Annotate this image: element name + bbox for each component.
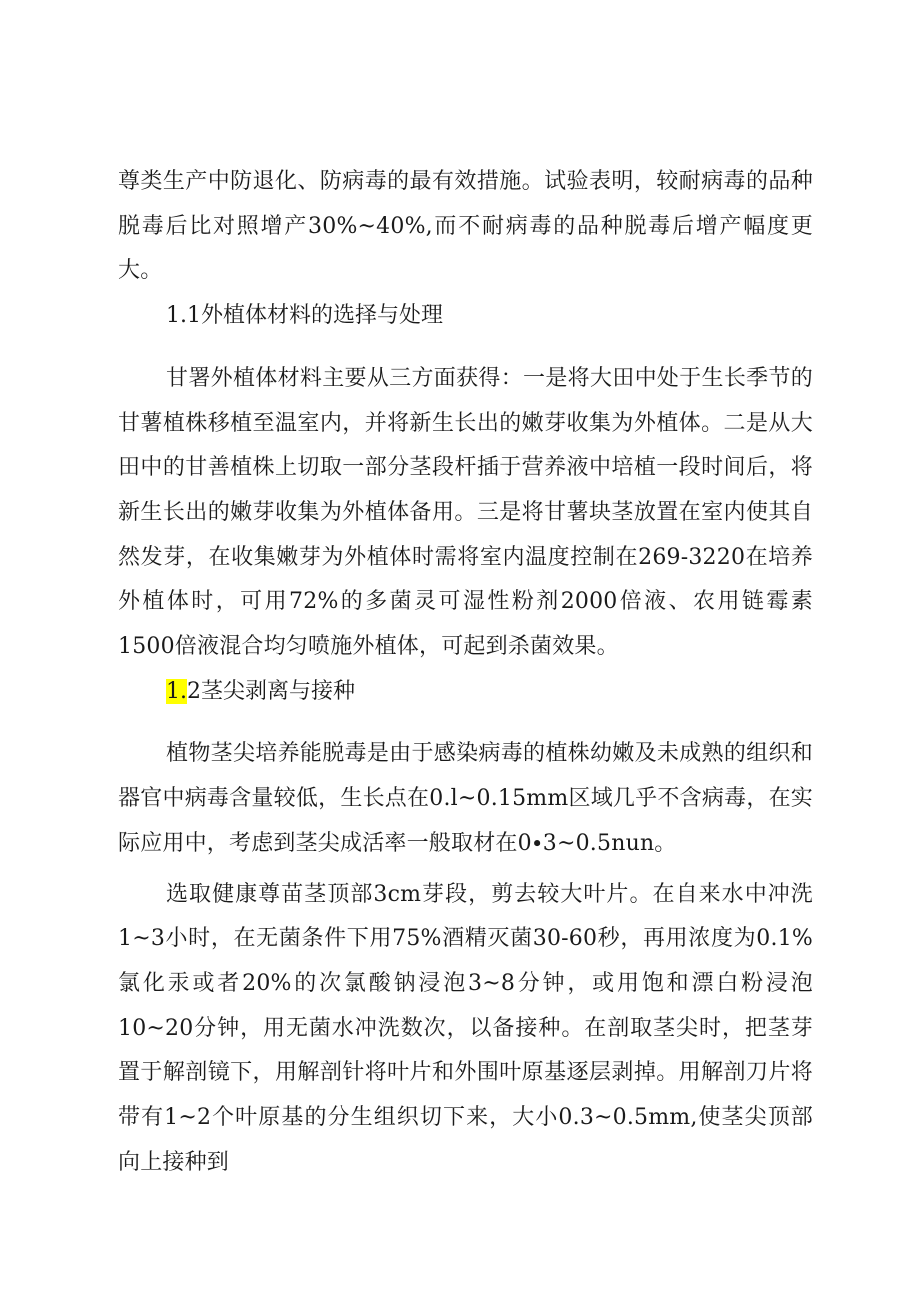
highlight-mark: 1.: [166, 678, 187, 704]
paragraph-stem-tip-culture: 植物茎尖培养能脱毒是由于感染病毒的植株幼嫩及未成熟的组织和器官中病毒含量较低，生长点在0.l~0.15mm区域几乎不含病毒，在实际应用中，考虑到茎尖成活率一般取材在0∙3~0.5nun。: [118, 741, 813, 856]
section-heading-1-1: 1.1外植体材料的选择与处理: [166, 303, 443, 329]
section-heading-1-2-text: 2茎尖剥离与接种: [187, 678, 355, 704]
paragraph-intro: 尊类生产中防退化、防病毒的最有效措施。试验表明，较耐病毒的品种脱毒后比对照增产30%~40%,而不耐病毒的品种脱毒后增产幅度更大。: [118, 169, 813, 284]
paragraph-explant-material: 甘署外植体材料主要从三方面获得：一是将大田中处于生长季节的甘薯植株移植至温室内，并将新生长出的嫩芽收集为外植体。二是从大田中的甘善植株上切取一部分茎段杆插于营养液中培植一段时间后，将新生长出的嫩芽收集为外植体备用。三是将甘薯块茎放置在室内使其自然发芽，在收集嫩芽为外植体时需将室内温度控制在269-3220在培养外植体时，可用72%的多菌灵可湿性粉剂2000倍液、农用链霉素1500倍液混合均匀喷施外植体，可起到杀菌效果。: [118, 365, 813, 660]
document-body: [118, 160, 813, 1185]
paragraph-selection-sterilization: 选取健康尊苗茎顶部3cm芽段，剪去较大叶片。在自来水中冲洗1~3小时，在无菌条件下用75%酒精灭菌30-60秒，再用浓度为0.1%氯化汞或者20%的次氯酸钠浸泡3~8分钟，或用饱和漂白粉浸泡10~20分钟，用无菌水冲洗数次，以备接种。在剖取茎尖时，把茎芽置于解剖镜下，用解剖针将叶片和外围叶原基逐层剥掉。用解剖刀片将带有1~2个叶原基的分生组织切下来，大小0.3~0.5mm,使茎尖顶部向上接种到: [118, 881, 813, 1175]
section-heading-1-2: [118, 670, 813, 715]
